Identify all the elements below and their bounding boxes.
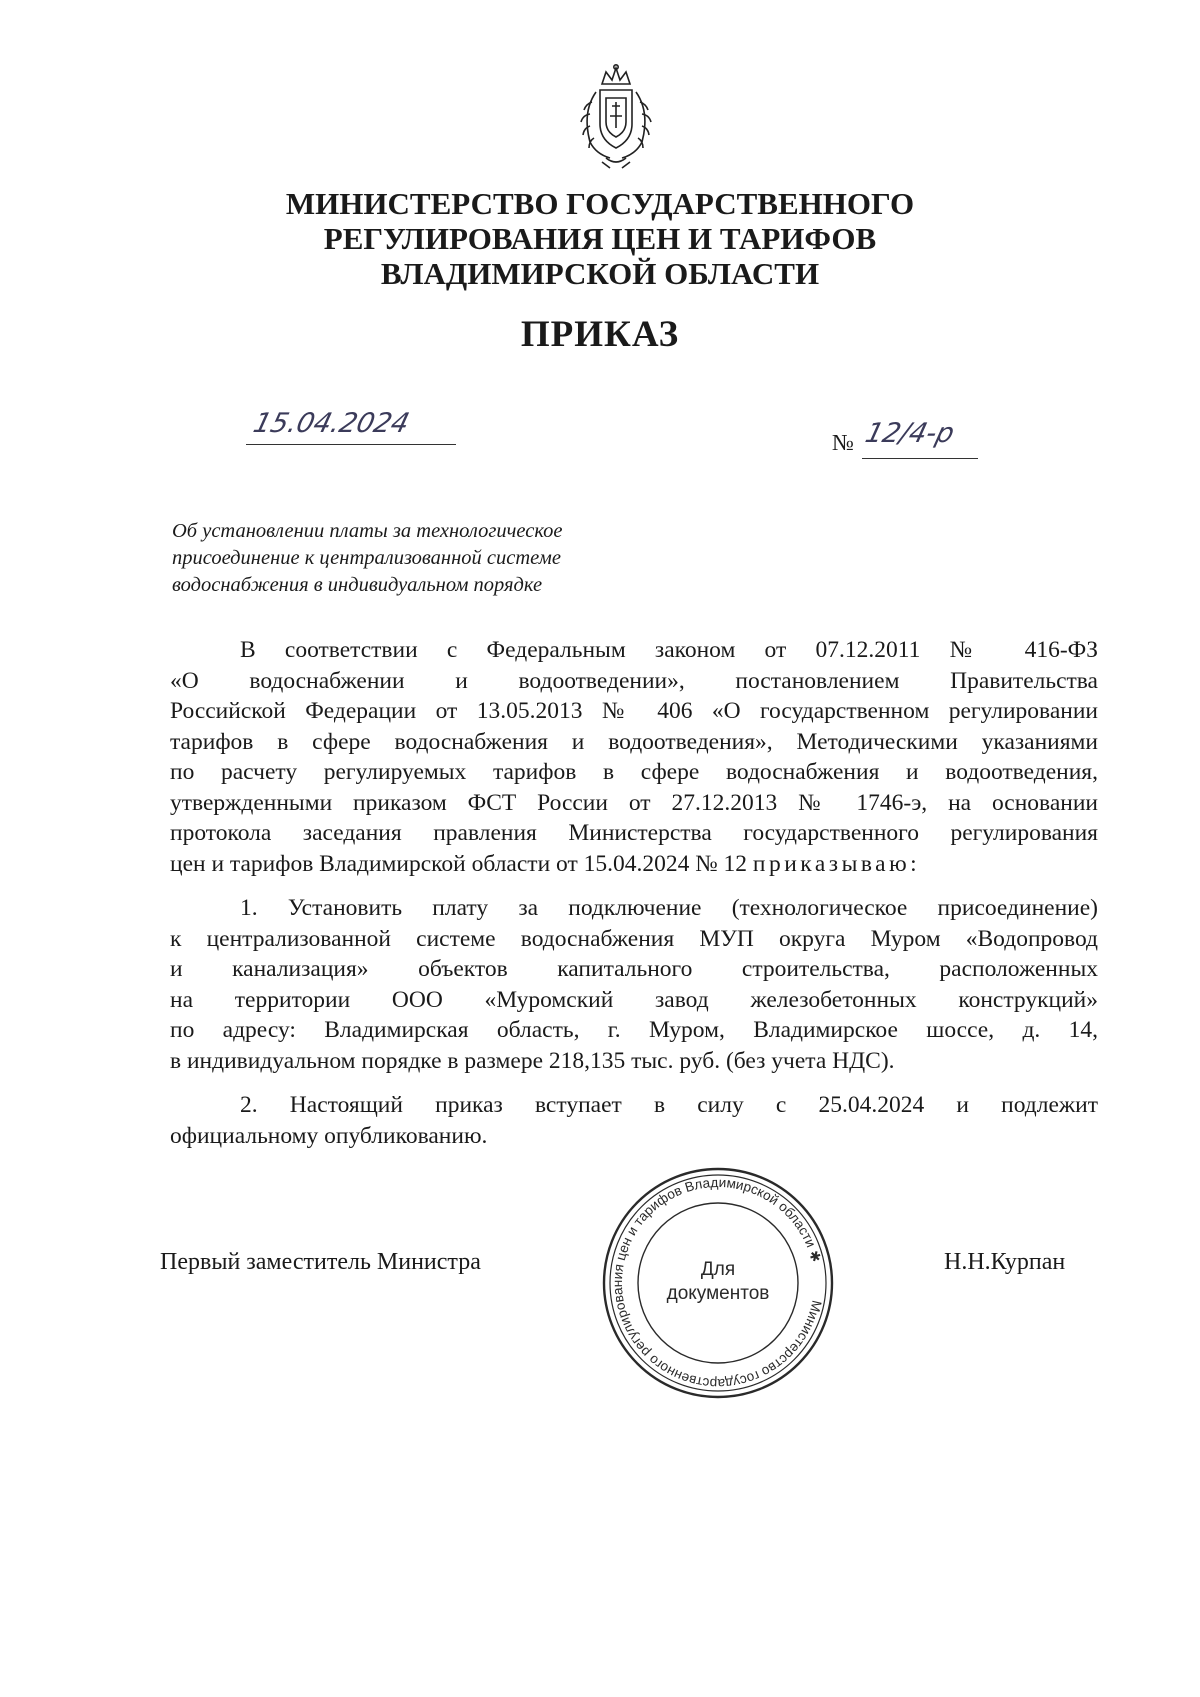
ministry-name-line-2: РЕГУЛИРОВАНИЯ ЦЕН И ТАРИФОВ: [323, 221, 877, 256]
body-line: и канализация» объектов капитального строительства, расположенных: [170, 956, 1098, 982]
body-line: 1. Установить плату за подключение (технологическое присоединение): [240, 895, 1098, 921]
subject-line: присоединение к централизованной системе: [172, 547, 561, 569]
number-underline: [862, 458, 978, 459]
number-handwritten: 12/4-р: [862, 418, 958, 449]
body-line: утвержденными приказом ФСТ России от 27.12.2013 № 1746-э, на основании: [170, 789, 1098, 816]
subject-line: Об установлении платы за технологическое: [172, 520, 563, 542]
body-line: к централизованной системе водоснабжения МУП округа Муром «Водопровод: [170, 925, 1098, 952]
date-underline: [246, 444, 456, 445]
body-line: тарифов в сфере водоснабжения и водоотведения», Методическими указаниями: [170, 728, 1098, 755]
body-line: по расчету регулируемых тарифов в сфере водоснабжения и водоотведения,: [170, 759, 1098, 785]
body-line: В соответствии с Федеральным законом от 07.12.2011 № 416-ФЗ: [240, 637, 1098, 663]
item-2-paragraph: [170, 1090, 1098, 1151]
body-line: протокола заседания правления Министерства государственного регулирования: [170, 820, 1098, 846]
body-line: официальному опубликованию.: [170, 1122, 488, 1149]
order-word-spaced: приказываю:: [752, 850, 921, 877]
subject-line: водоснабжения в индивидуальном порядке: [172, 574, 543, 596]
signatory-name: Н.Н.Курпан: [944, 1249, 1066, 1275]
signatory-role: Первый заместитель Министра: [160, 1249, 481, 1275]
body-line: «О водоснабжении и водоотведении», постановлением Правительства: [170, 667, 1098, 694]
coat-of-arms-emblem: [572, 62, 660, 172]
document-subject: [172, 518, 672, 599]
preamble-paragraph: [170, 635, 1098, 879]
document-body: [170, 635, 1098, 1165]
body-line: на территории ООО «Муромский завод железобетонных конструкций»: [170, 986, 1098, 1013]
body-line: в индивидуальном порядке в размере 218,135 тыс. руб. (без учета НДС).: [170, 1047, 895, 1074]
body-line: по адресу: Владимирская область, г. Муром, Владимирское шоссе, д. 14,: [170, 1017, 1098, 1043]
official-stamp: [600, 1165, 836, 1401]
body-line: 2. Настоящий приказ вступает в силу с 25.04.2024 и подлежит: [240, 1092, 1098, 1118]
ministry-name-line-1: МИНИСТЕРСТВО ГОСУДАРСТВЕННОГО: [285, 186, 915, 221]
stamp-center-line-1: Для: [700, 1259, 736, 1280]
preamble-last-text: цен и тарифов Владимирской области от 15.04.2024 № 12: [170, 850, 748, 877]
item-1-paragraph: [170, 893, 1098, 1076]
ministry-name-line-3: ВЛАДИМИРСКОЙ ОБЛАСТИ: [380, 256, 820, 291]
body-line: Российской Федерации от 13.05.2013 № 406 «О государственном регулировании: [170, 698, 1098, 724]
document-type-title: ПРИКАЗ: [520, 314, 680, 355]
ministry-name: [200, 186, 1000, 291]
date-handwritten: 15.04.2024: [250, 408, 413, 439]
number-sign: №: [832, 430, 854, 455]
body-line: [170, 849, 1098, 880]
stamp-ring-text: Министерство государственного регулирования цен и тарифов Владимирской области ✱: [609, 1174, 825, 1392]
stamp-center-line-2: документов: [666, 1283, 770, 1304]
